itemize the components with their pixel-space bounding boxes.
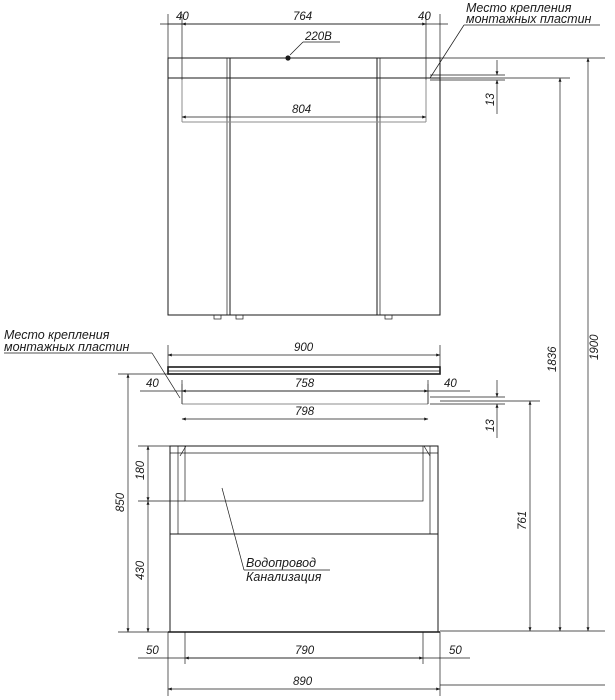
dim-total-width: 890: [293, 676, 313, 688]
water-supply-label: Водопровод: [246, 556, 317, 570]
dim-vanity-top-width: 900: [294, 342, 314, 354]
dim-height-total: 1900: [589, 334, 601, 360]
dim-bottom-left-offset: 50: [146, 645, 159, 657]
dim-height-base-top: 761: [517, 510, 529, 530]
dim-top-left-offset: 40: [176, 11, 189, 23]
vanity-body: [170, 446, 438, 632]
dim-top-outer-width: 804: [292, 104, 312, 116]
vanity-top-dimensions: [140, 342, 470, 419]
dim-drawer-top: 180: [135, 460, 147, 480]
dim-vanity-left-offset: 40: [146, 378, 159, 390]
cabinet-outline: [168, 58, 440, 315]
power-point: [285, 55, 290, 60]
mirror-cabinet: [168, 55, 440, 319]
dim-top-plate-height: 13: [485, 93, 497, 106]
bottom-dimensions: [138, 632, 470, 696]
dim-drawer-bottom: 430: [135, 560, 147, 580]
utilities-note: [222, 488, 330, 584]
top-plate-height-dim: [430, 60, 505, 114]
cabinet-foot: [214, 315, 221, 319]
cabinet-foot: [236, 315, 243, 319]
top-mount-note-line1: Место крепления: [466, 1, 572, 15]
left-height-dimensions: [115, 374, 185, 632]
dim-bottom-right-offset: 50: [449, 645, 462, 657]
dim-top-inner-width: 764: [293, 11, 313, 23]
power-label: 220В: [305, 31, 332, 43]
vanity-countertop: [168, 367, 440, 374]
top-dimensions: [160, 11, 448, 117]
dim-vanity-plate-height: 13: [485, 419, 497, 432]
vanity-mount-note-line2: монтажных пластин: [4, 340, 130, 354]
utilities-hatch-area: [185, 446, 423, 501]
top-mount-note: [430, 1, 600, 78]
right-height-dimensions: [440, 58, 605, 685]
top-mount-note-line2: монтажных пластин: [466, 12, 592, 26]
dim-top-right-offset: 40: [418, 11, 431, 23]
dim-vanity-outer-width: 798: [295, 406, 315, 418]
dim-vanity-height: 850: [115, 492, 127, 512]
dim-vanity-right-offset: 40: [444, 378, 457, 390]
dim-height-cabinet-top: 1836: [547, 346, 559, 372]
vanity-plate-height-dim: [430, 380, 505, 438]
cabinet-foot: [385, 315, 392, 319]
dim-vanity-inner-width: 758: [295, 378, 315, 390]
vanity-mount-note-line1: Место крепления: [4, 328, 110, 342]
sewer-label: Канализация: [246, 570, 322, 584]
dim-bottom-inner-width: 790: [295, 645, 315, 657]
